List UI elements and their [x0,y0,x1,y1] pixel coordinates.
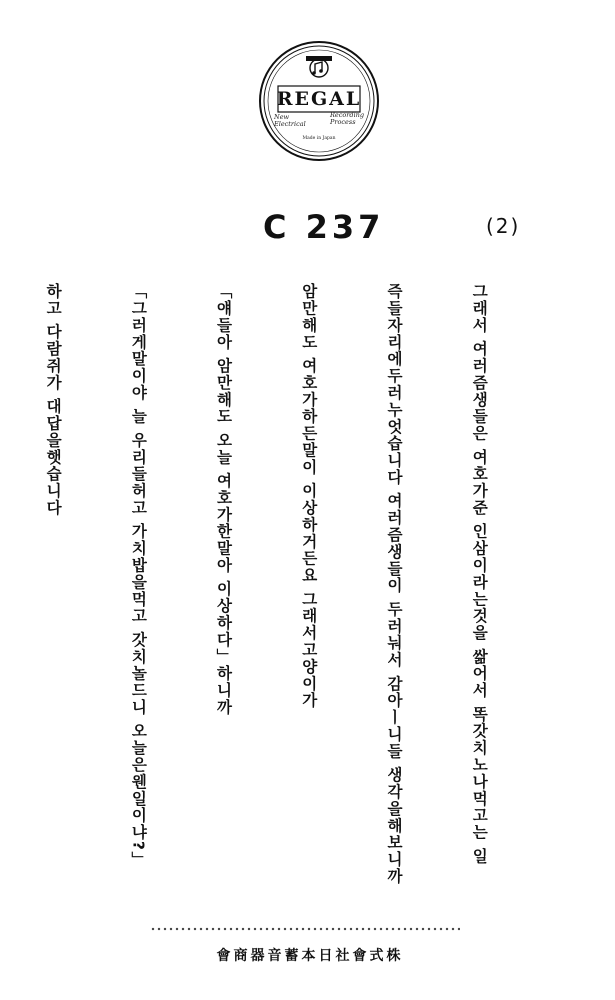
lyrics-text [44,283,550,945]
regal-label-logo [258,40,380,162]
lyric-line: 「얘들아 암만해도 오늘 여호가한말아 이상하다」하니까 [214,283,233,716]
lyric-line: 즉들자리에두러누엇습니다 여러즘생들이 두러눠서 감아ㅣ니들 생각을해보니까 [384,283,403,885]
brand-name: REGAL [276,88,362,110]
label-subtitle-right: Recording Process [330,111,364,126]
side-number: (2) [486,214,521,238]
catalog-number: C 237 [263,208,385,246]
lyric-line: 「그러게말이야 늘 우리들허고 가치밥을먹고 갓치놀드니 오늘은웬일이냐?」 [129,283,148,869]
dotted-divider [150,925,460,933]
label-subtitle-left: New Electrical [274,113,306,128]
company-name: 會商器音蓄本日社會式株 [216,948,404,964]
label-fine-print: Made in Japan [302,136,336,141]
lyric-line: 하고 다람쥐가 대답을햇습니다 [44,283,63,517]
lyric-line: 그래서 여러즘생들은 여호가준 인삼이라는것을 쌂어서 똑갓치노나먹고는 일 [470,283,489,865]
lyric-line: 암만해도 여호가하든말이 이상하거든요 그래서고양이가 [299,283,318,709]
